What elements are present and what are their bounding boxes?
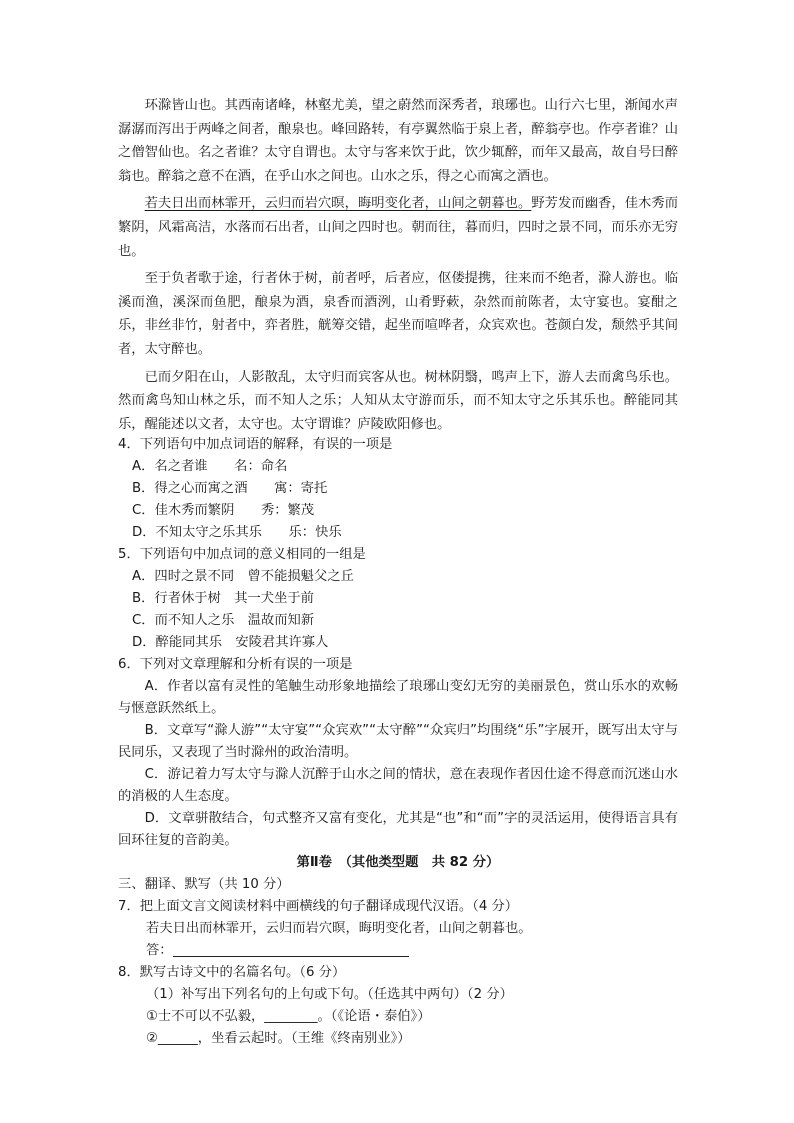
question-4-option-c: C．佳木秀而繁阴 秀：繁茂 xyxy=(132,503,315,518)
question-8-item-1: ①士不可以不弘毅，________。（《论语・泰伯》） xyxy=(146,1009,431,1024)
questions xyxy=(118,434,678,1050)
question-5-option-a: A．四时之景不同 曾不能损魁父之丘 xyxy=(132,569,354,584)
section-3-heading: 三、翻译、默写（共 10 分） xyxy=(118,877,290,892)
passage-paragraph-3: 至于负者歌于途，行者休于树，前者呼，后者应，伛偻提携，往来而不绝者，滁人游也。临溪而渔，溪深而鱼肥，酿泉为酒，泉香而酒洌，山肴野蔌，杂然而前陈者，太守宴也。宴酣之乐，非丝非竹，射者中，弈者胜，觥筹交错，起坐而喧哗者，众宾欢也。苍颜白发，颓然乎其间者，太守醉也。 xyxy=(118,271,678,357)
underlined-sentence: 若夫日出而林霏开，云归而岩穴暝，晦明变化者，山间之朝暮也。 xyxy=(144,196,532,212)
answer-label: 答： xyxy=(146,943,173,958)
question-8-item-2: ②______，坐看云起时。（王维《终南别业》） xyxy=(146,1031,411,1046)
question-8-stem: 8．默写古诗文中的名篇名句。（6 分） xyxy=(118,965,346,980)
question-7-stem: 7．把上面文言文阅读材料中画横线的句子翻译成现代汉语。（4 分） xyxy=(118,899,519,914)
question-6-stem: 6．下列对文章理解和分析有误的一项是 xyxy=(118,657,353,672)
question-4-option-b: B．得之心而寓之酒 寓：寄托 xyxy=(132,481,328,496)
question-4-stem: 4．下列语句中加点词语的解释，有误的一项是 xyxy=(118,437,393,452)
question-4-option-d: D．不知太守之乐其乐 乐：快乐 xyxy=(132,525,342,540)
question-5-option-c: C．而不知人之乐 温故而知新 xyxy=(132,613,315,628)
question-5-option-b: B．行者休于树 其一犬坐于前 xyxy=(132,591,314,606)
question-6-option-b: B．文章写“滁人游”“太守宴”“众宾欢”“太守醉”“众宾归”均围绕“乐”字展开，既写出太守与民同乐，又表现了当时滁州的政治清明。 xyxy=(118,723,678,760)
question-4-option-a: A．名之者谁 名：命名 xyxy=(132,459,288,474)
question-8-sub-1: （1）补写出下列名句的上句或下句。（任选其中两句）（2 分） xyxy=(146,987,513,1002)
question-5-option-d: D．醉能同其乐 安陵君其许寡人 xyxy=(132,635,329,650)
passage-paragraph-1: 环滁皆山也。其西南诸峰，林壑尤美，望之蔚然而深秀者，琅琊也。山行六七里，渐闻水声潺潺而泻出于两峰之间者，酿泉也。峰回路转，有亭翼然临于泉上者，醉翁亭也。作亭者谁？山之僧智仙也。名之者谁？太守自谓也。太守与客来饮于此，饮少辄醉，而年又最高，故自号曰醉翁也。醉翁之意不在酒，在乎山水之间也。山水之乐，得之心而寓之酒也。 xyxy=(118,98,678,184)
question-7-sentence: 若夫日出而林霏开，云归而岩穴暝，晦明变化者，山间之朝暮也。 xyxy=(146,921,532,936)
passage-paragraph-2-rest: 野芳发而幽香，佳木秀而繁阴，风霜高洁，水落而石出者，山间之四时也。朝而往，暮而归，四时之景不同，而乐亦无穷也。 xyxy=(118,196,679,259)
question-6-option-c: C．游记着力写太守与滁人沉醉于山水之间的情状，意在表现作者因仕途不得意而沉迷山水的消极的人生态度。 xyxy=(118,767,678,804)
question-6-option-a: A．作者以富有灵性的笔触生动形象地描绘了琅琊山变幻无穷的美丽景色，赏山乐水的欢畅与惬意跃然纸上。 xyxy=(118,679,678,716)
section-2-heading: 第Ⅱ卷 （其他类型题 共 82 分） xyxy=(296,855,500,870)
question-5-stem: 5．下列语句中加点词的意义相同的一组是 xyxy=(118,547,366,562)
question-6-option-d: D．文章骈散结合，句式整齐又富有变化，尤其是“也”和“而”字的灵活运用，使得语言具有回环往复的音韵美。 xyxy=(118,811,678,848)
question-7-answer-line xyxy=(146,940,678,962)
answer-blank[interactable] xyxy=(173,942,409,957)
classical-passage xyxy=(118,94,678,440)
passage-paragraph-2 xyxy=(118,192,678,263)
passage-paragraph-4: 已而夕阳在山，人影散乱，太守归而宾客从也。树林阴翳，鸣声上下，游人去而禽鸟乐也。然而禽鸟知山林之乐，而不知人之乐；人知从太守游而乐，而不知太守之乐其乐也。醉能同其乐，醒能述以文者，太守也。太守谓谁？庐陵欧阳修也。 xyxy=(118,369,678,432)
